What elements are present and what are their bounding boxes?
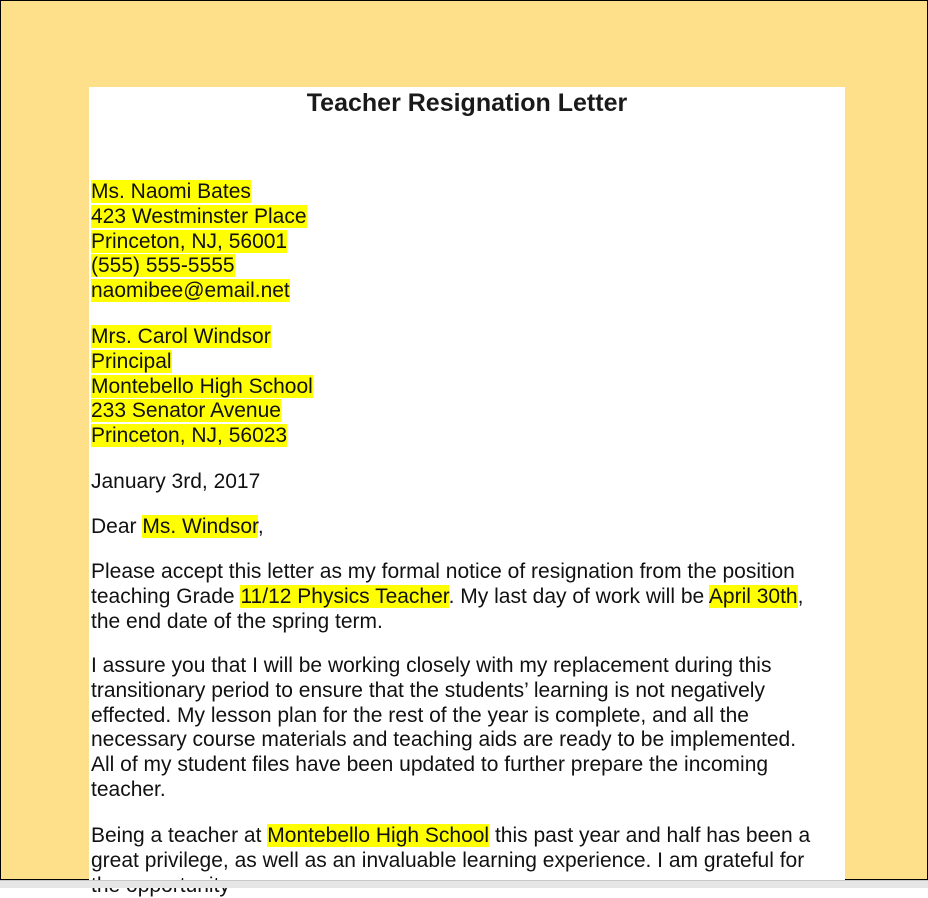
- paragraph-2: [91, 654, 836, 803]
- salutation-name: Ms. Windsor: [142, 515, 258, 538]
- sender-phone: (555) 555-5555: [91, 254, 235, 278]
- sender-street: 423 Westminster Place: [91, 204, 307, 228]
- position-title: 11/12 Physics Teacher: [240, 584, 449, 608]
- p3-line-1a: Being a teacher at: [91, 824, 268, 847]
- page-title: Teacher Resignation Letter: [306, 89, 628, 117]
- recipient-school: Montebello High School: [91, 374, 313, 398]
- p2-line-2: transitionary period to ensure that the students’ learning is not negatively: [91, 678, 765, 702]
- paragraph-1: [91, 560, 836, 634]
- sender-city: Princeton, NJ, 56001: [91, 229, 288, 253]
- letter-page: [89, 87, 845, 887]
- p1-line-3: the end date of the spring term.: [91, 609, 383, 633]
- p2-line-1: I assure you that I will be working closely with my replacement during this: [91, 654, 772, 677]
- sender-email: naomibee@email.net: [91, 279, 290, 303]
- school-highlight: Montebello High School: [267, 824, 490, 847]
- sender-address: [91, 180, 836, 304]
- p1-line-2c: . My last day of work will be: [448, 584, 709, 608]
- letter-date: [91, 470, 836, 495]
- p1-line-2e: ,: [797, 584, 804, 608]
- salutation-suffix: ,: [257, 515, 264, 538]
- p3-line-1c: this past year and half has been a: [489, 824, 811, 847]
- p1-line-1: Please accept this letter as my formal notice of resignation from the position: [91, 560, 795, 583]
- p2-line-3: effected. My lesson plan for the rest of the year is complete, and all the: [91, 703, 749, 727]
- p2-line-5: All of my student files have been updated to further prepare the incoming: [91, 753, 769, 777]
- recipient-title: Principal: [91, 349, 172, 373]
- p2-line-6: teacher.: [91, 777, 166, 801]
- recipient-address: [91, 325, 836, 449]
- last-day: April 30th: [708, 584, 798, 608]
- salutation: [91, 515, 836, 540]
- sender-name: Ms. Naomi Bates: [91, 180, 251, 203]
- p3-line-2: great privilege, as well as an invaluable learning experience. I am grateful for: [91, 848, 805, 872]
- horizontal-scrollbar[interactable]: [0, 880, 928, 888]
- recipient-city: Princeton, NJ, 56023: [91, 424, 288, 448]
- date-text: January 3rd, 2017: [91, 470, 261, 493]
- recipient-name: Mrs. Carol Windsor: [91, 325, 271, 348]
- p1-line-2a: teaching Grade: [91, 584, 241, 608]
- salutation-prefix: Dear: [91, 515, 143, 538]
- p2-line-4: necessary course materials and teaching aids are ready to be implemented.: [91, 728, 797, 752]
- recipient-street: 233 Senator Avenue: [91, 399, 281, 423]
